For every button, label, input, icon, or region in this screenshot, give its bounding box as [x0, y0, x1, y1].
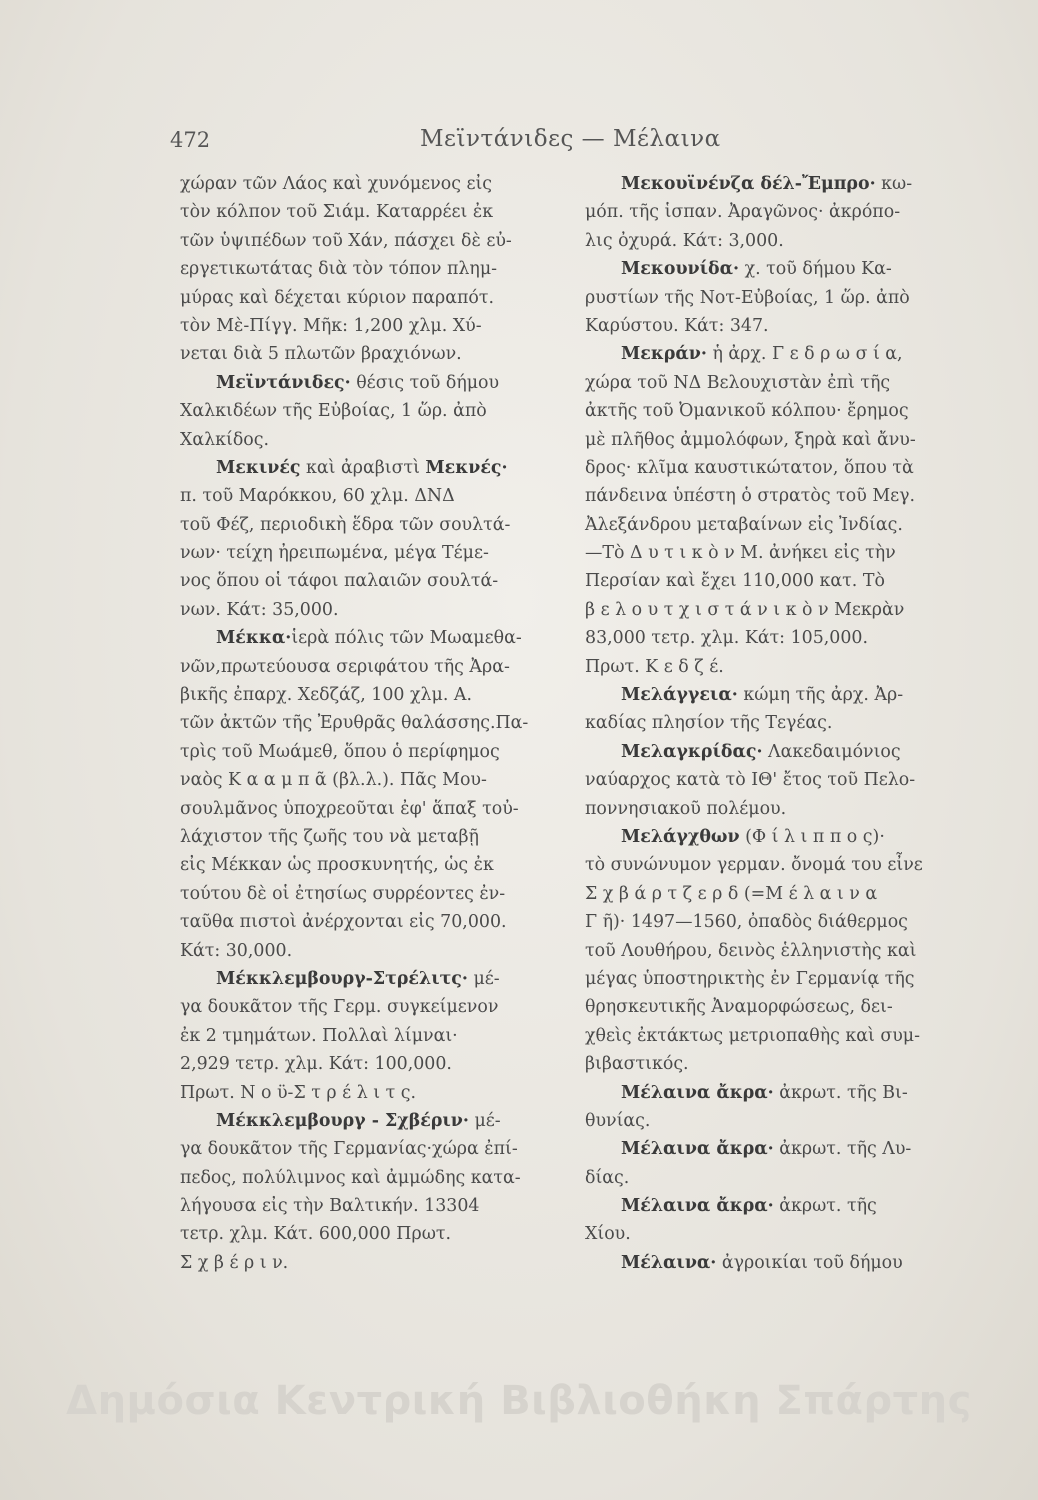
entry-text: τῶν ἀκτῶν τῆς Ἐρυθρᾶς θαλάσσης.Πα- — [180, 713, 529, 734]
text-line — [180, 426, 550, 454]
right-column — [585, 170, 960, 1277]
entry-first-line — [180, 1107, 550, 1135]
entry-text: ἱερὰ πόλις τῶν Μωαμεθα- — [291, 628, 522, 649]
text-line — [180, 255, 550, 283]
entry-text: (Φ ί λ ι π π ο ς)· — [739, 826, 885, 847]
entry-text: κω- — [875, 174, 913, 194]
entry-text: εργετικωτάτας διὰ τὸν τόπον πλημ- — [180, 259, 498, 280]
text-line — [180, 596, 550, 624]
entry-text: χ. τοῦ δήμου Κα- — [739, 259, 892, 280]
text-line — [180, 766, 550, 794]
entry-headword: Μελάγγεια· — [621, 685, 738, 706]
entry-text: μόπ. τῆς ἱσπαν. Ἀραγῶνος· ἀκρόπο- — [585, 202, 901, 223]
entry-text: ἀκρωτ. τῆς Λυ- — [773, 1139, 912, 1160]
entry-text: ρυστίων τῆς Νοτ-Εὐβοίας, 1 ὥρ. ἀπὸ — [585, 287, 910, 308]
text-line — [585, 397, 960, 425]
entry-first-line — [585, 1135, 960, 1163]
entry-text: μὲ πλῆθος ἀμμολόφων, ξηρὰ καὶ ἄνυ- — [585, 429, 916, 450]
text-line — [180, 908, 550, 936]
text-line — [180, 851, 550, 879]
text-line — [180, 1022, 550, 1050]
text-line — [585, 851, 960, 879]
entry-text: τὸν Μὲ-Πίγγ. Μῆκ: 1,200 χλμ. Χύ- — [180, 315, 482, 336]
entry-text: χώραν τῶν Λάος καὶ χυνόμενος εἰς — [180, 174, 493, 194]
entry-headword: Μεκουνίδα· — [621, 259, 740, 280]
entry-headword: Μέλαινα· — [621, 1252, 717, 1273]
entry-first-line — [585, 1249, 960, 1277]
entry-first-line — [585, 170, 960, 198]
entry-text: λάχιστον τῆς ζωῆς του νὰ μεταβῇ — [180, 826, 479, 847]
entry-text: μέ- — [468, 1110, 501, 1131]
entry-text: —Τὸ Δ υ τ ι κ ὸ ν Μ. ἀνήκει εἰς τὴν — [585, 543, 896, 564]
entry-text: ἡ ἀρχ. Γ ε δ ρ ω σ ί α, — [706, 344, 903, 365]
entry-text: Χαλκιδέων τῆς Εὐβοίας, 1 ὥρ. ἀπὸ — [180, 401, 487, 422]
entry-text: Γ ῆ)· 1497—1560, ὀπαδὸς διάθερμος — [585, 912, 908, 933]
entry-text: μέ- — [467, 968, 500, 989]
entry-text: Σ χ β έ ρ ι ν. — [180, 1252, 289, 1273]
entry-text: τὸ συνώνυμον γερμαν. ὄνομά του εἶνε — [585, 855, 923, 876]
entry-text: τῶν ὑψιπέδων τοῦ Χάν, πάσχει δὲ εὐ- — [180, 230, 512, 251]
entry-headword: Μέκκλεμβουργ - Σχβέριν· — [216, 1110, 469, 1131]
text-line — [180, 312, 550, 340]
text-line — [180, 340, 550, 368]
entry-text: καδίας πλησίον τῆς Τεγέας. — [585, 713, 833, 734]
entry-text: Καρύστου. Κάτ: 347. — [585, 315, 769, 336]
text-line — [180, 738, 550, 766]
text-line — [585, 653, 960, 681]
entry-text: μέγας ὑποστηρικτὴς ἐν Γερμανίᾳ τῆς — [585, 968, 915, 989]
entry-text: δρος· κλῖμα καυστικώτατον, ὅπου τὰ — [585, 457, 914, 478]
text-line — [585, 1107, 960, 1135]
entry-text: ναύαρχος κατὰ τὸ ΙΘ' ἔτος τοῦ Πελο- — [585, 770, 916, 791]
text-line — [585, 880, 960, 908]
text-line — [585, 426, 960, 454]
entry-text: ναὸς Κ α α μ π ᾶ (βλ.λ.). Πᾶς Μου- — [180, 770, 487, 791]
text-line — [585, 766, 960, 794]
text-line — [585, 908, 960, 936]
text-line — [180, 198, 550, 226]
text-line — [585, 511, 960, 539]
text-line — [180, 170, 550, 198]
entry-text: 83,000 τετρ. χλμ. Κάτ: 105,000. — [585, 628, 869, 649]
text-line — [585, 1220, 960, 1248]
entry-text: πεδος, πολύλιμνος καὶ ἀμμώδης κατα- — [180, 1167, 521, 1188]
entry-headword: Μέκκλεμβουργ-Στρέλιτς· — [216, 968, 468, 989]
page-number: 472 — [170, 128, 211, 152]
entry-headword-variant: Μεκνές· — [425, 457, 508, 478]
text-line — [585, 312, 960, 340]
text-line — [585, 1022, 960, 1050]
entry-first-line — [585, 681, 960, 709]
entry-headword: Μέλαινα ἄκρα· — [621, 1082, 774, 1103]
text-line — [180, 1050, 550, 1078]
entry-first-line — [585, 1079, 960, 1107]
entry-first-line — [585, 340, 960, 368]
entry-text: ἀκρωτ. τῆς Βι- — [773, 1082, 908, 1103]
text-line — [180, 539, 550, 567]
entry-text: νων. Κάτ: 35,000. — [180, 599, 339, 620]
entry-text: Ἀλεξάνδρου μεταβαίνων εἰς Ἰνδίας. — [585, 514, 903, 535]
text-line — [180, 1192, 550, 1220]
entry-text: τετρ. χλμ. Κάτ. 600,000 Πρωτ. — [180, 1224, 452, 1245]
entry-text: πάνδεινα ὑπέστη ὁ στρατὸς τοῦ Μεγ. — [585, 486, 916, 507]
entry-first-line — [180, 369, 550, 397]
entry-text: χθεὶς ἐκτάκτως μετριοπαθὴς καὶ συμ- — [585, 1025, 920, 1046]
entry-text: λις ὀχυρά. Κάτ: 3,000. — [585, 230, 784, 251]
text-line — [585, 965, 960, 993]
entry-text: Περσίαν καὶ ἔχει 110,000 κατ. Τὸ — [585, 571, 885, 592]
entry-text: βιβαστικός. — [585, 1054, 689, 1075]
entry-text: τρὶς τοῦ Μωάμεθ, ὅπου ὁ περίφημος — [180, 741, 500, 762]
text-line — [180, 511, 550, 539]
entry-first-line — [180, 454, 550, 482]
entry-headword: Μέλαινα ἄκρα· — [621, 1196, 774, 1217]
entry-text: νων· τείχη ἠρειπωμένα, μέγα Τέμε- — [180, 543, 489, 564]
entry-text: ἐκ 2 τμημάτων. Πολλαὶ λίμναι· — [180, 1025, 458, 1046]
entry-text: π. τοῦ Μαρόκκου, 60 χλμ. ΔΝΔ — [180, 486, 455, 507]
entry-text: μύρας καὶ δέχεται κύριον παραπότ. — [180, 287, 495, 308]
entry-text: εἰς Μέκκαν ὡς προσκυνητής, ὡς ἐκ — [180, 855, 494, 876]
entry-text: τὸν κόλπον τοῦ Σιάμ. Καταρρέει ἐκ — [180, 202, 494, 223]
left-column — [180, 170, 550, 1277]
entry-headword: Μελάγχθων — [621, 826, 740, 847]
text-line — [585, 454, 960, 482]
entry-text: Χίου. — [585, 1224, 631, 1245]
entry-first-line — [585, 738, 960, 766]
entry-first-line — [585, 1192, 960, 1220]
text-line — [180, 993, 550, 1021]
text-line — [585, 993, 960, 1021]
text-line — [585, 369, 960, 397]
entry-headword: Μεκουϊνένζα δέλ-Ἔμπρο· — [621, 174, 876, 194]
text-line — [180, 227, 550, 255]
text-line — [585, 795, 960, 823]
text-line — [180, 880, 550, 908]
text-line — [585, 1050, 960, 1078]
entry-text: 2,929 τετρ. χλμ. Κάτ: 100,000. — [180, 1054, 452, 1075]
entry-first-line — [585, 823, 960, 851]
entry-text: ἀκτῆς τοῦ Ὀμανικοῦ κόλπου· ἔρημος — [585, 401, 909, 422]
text-line — [180, 937, 550, 965]
entry-text: Χαλκίδος. — [180, 429, 270, 450]
entry-text: τοῦ Λουθήρου, δεινὸς ἑλληνιστὴς καὶ — [585, 940, 917, 961]
text-line — [585, 1164, 960, 1192]
text-line — [585, 198, 960, 226]
entry-text: βικῆς ἐπαρχ. Χεδζάζ, 100 χλμ. Α. — [180, 685, 472, 706]
entry-text: λήγουσα εἰς τὴν Βαλτικήν. 13304 — [180, 1196, 480, 1217]
entry-headword: Μέκκα· — [216, 628, 292, 649]
entry-text: θέσις τοῦ δήμου — [350, 372, 500, 393]
entry-text: ταῦθα πιστοὶ ἀνέρχονται εἰς 70,000. — [180, 912, 507, 933]
text-line — [180, 653, 550, 681]
entry-text: Κάτ: 30,000. — [180, 940, 293, 961]
entry-first-line — [585, 255, 960, 283]
text-line — [585, 624, 960, 652]
text-line — [180, 1249, 550, 1277]
entry-headword: Μεκράν· — [621, 344, 707, 365]
text-line — [180, 1135, 550, 1163]
entry-text: καὶ ἀραβιστὶ — [300, 457, 426, 478]
entry-text: θυνίας. — [585, 1110, 651, 1131]
entry-text: ἀγροικίαι τοῦ δήμου — [716, 1252, 903, 1273]
entry-text: σουλμᾶνος ὑποχρεοῦται ἐφ' ἅπαξ τοὐ- — [180, 798, 519, 819]
entry-text: χώρα τοῦ ΝΔ Βελουχιστὰν ἐπὶ τῆς — [585, 372, 891, 393]
entry-text: γα δουκᾶτον τῆς Γερμ. συγκείμενον — [180, 997, 499, 1018]
text-line — [180, 1079, 550, 1107]
text-line — [180, 397, 550, 425]
library-watermark: Δημόσια Κεντρική Βιβλιοθήκη Σπάρτης — [66, 1378, 972, 1424]
entry-text: Σ χ β ά ρ τ ζ ε ρ δ (=Μ έ λ α ι ν α — [585, 883, 878, 904]
text-line — [585, 284, 960, 312]
text-line — [180, 567, 550, 595]
text-line — [585, 567, 960, 595]
entry-text: δίας. — [585, 1167, 630, 1188]
text-line — [585, 709, 960, 737]
entry-text: β ε λ ο υ τ χ ι σ τ ά ν ι κ ὸ ν Μεκρὰν — [585, 599, 905, 620]
entry-text: θρησκευτικῆς Ἀναμορφώσεως, δει- — [585, 997, 893, 1018]
entry-text: τούτου δὲ οἱ ἐτησίως συρρέοντες ἐν- — [180, 883, 506, 904]
running-header: Μεϊντάνιδες — Μέλαινα — [420, 126, 721, 152]
text-line — [180, 1164, 550, 1192]
text-line — [180, 795, 550, 823]
entry-text: νῶν,πρωτεύουσα σεριφάτου τῆς Ἀρα- — [180, 656, 510, 677]
text-line — [585, 539, 960, 567]
entry-text: ἀκρωτ. τῆς — [773, 1196, 877, 1217]
text-line — [180, 709, 550, 737]
text-line — [180, 1220, 550, 1248]
entry-headword: Μέλαινα ἄκρα· — [621, 1139, 774, 1160]
entry-text: Λακεδαιμόνιος — [762, 741, 901, 762]
text-line — [180, 482, 550, 510]
text-line — [585, 482, 960, 510]
entry-text: τοῦ Φέζ, περιοδικὴ ἕδρα τῶν σουλτά- — [180, 514, 511, 535]
entry-text: νεται διὰ 5 πλωτῶν βραχιόνων. — [180, 344, 462, 365]
entry-text: Πρωτ. Ν ο ϋ-Σ τ ρ έ λ ι τ ς. — [180, 1082, 417, 1103]
entry-headword: Μεκινές — [216, 457, 301, 478]
entry-headword: Μεϊντάνιδες· — [216, 372, 351, 393]
entry-text: ποννησιακοῦ πολέμου. — [585, 798, 787, 819]
entry-text: νος ὅπου οἱ τάφοι παλαιῶν σουλτά- — [180, 571, 499, 592]
entry-text: γα δουκᾶτον τῆς Γερμανίας·χώρα ἐπί- — [180, 1139, 518, 1160]
text-line — [180, 823, 550, 851]
entry-headword: Μελαγκρίδας· — [621, 741, 763, 762]
text-line — [180, 284, 550, 312]
text-line — [585, 596, 960, 624]
text-line — [585, 227, 960, 255]
text-line — [585, 937, 960, 965]
entry-text: κώμη τῆς ἀρχ. Ἀρ- — [737, 685, 904, 706]
entry-first-line — [180, 965, 550, 993]
text-line — [180, 681, 550, 709]
entry-first-line — [180, 624, 550, 652]
entry-text: Πρωτ. Κ ε δ ζ έ. — [585, 656, 724, 677]
